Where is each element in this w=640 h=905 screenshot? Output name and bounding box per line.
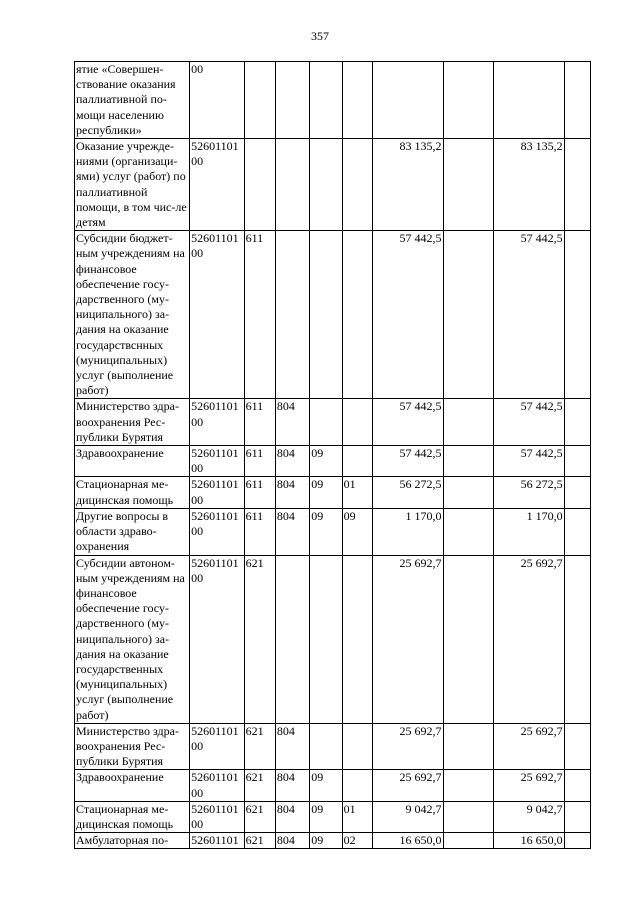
table-row — [75, 62, 591, 139]
amount-federal-cell — [443, 231, 493, 399]
expense-type-cell — [244, 62, 275, 139]
ministry-code-cell: 804 — [275, 723, 309, 770]
amount-other-cell — [564, 555, 590, 723]
target-article-code-cell: 52601101 00 — [190, 770, 245, 801]
section-cell — [310, 399, 342, 446]
subsection-cell — [342, 555, 372, 723]
subsection-cell: 01 — [342, 801, 372, 832]
amount-federal-cell — [443, 833, 493, 849]
expense-type-cell: 611 — [244, 508, 275, 555]
section-cell — [310, 555, 342, 723]
section-cell — [310, 231, 342, 399]
row-name-cell: Субсидии автоном-ным учреждениям на финансовое обеспечение госу-дарственного (му-ниципального) за-дания на оказание государственных (муниципальных) услуг (выполнение работ) — [75, 555, 190, 723]
expense-type-cell: 621 — [244, 833, 275, 849]
target-article-code-cell: 52601101 00 — [190, 399, 245, 446]
subsection-cell — [342, 62, 372, 139]
row-name-cell: ятие «Совершен-ствование оказания паллиативной по-мощи населению республики» — [75, 62, 190, 139]
expense-type-cell: 621 — [244, 723, 275, 770]
amount-other-cell — [564, 833, 590, 849]
amount-republic-cell: 57 442,5 — [494, 399, 565, 446]
table-row — [75, 477, 591, 508]
amount-other-cell — [564, 139, 590, 231]
table-row — [75, 139, 591, 231]
amount-cell: 25 692,7 — [372, 723, 443, 770]
amount-republic-cell: 57 442,5 — [494, 446, 565, 477]
page-number: 357 — [311, 29, 329, 43]
amount-cell: 25 692,7 — [372, 770, 443, 801]
expense-type-cell: 611 — [244, 231, 275, 399]
table-row — [75, 399, 591, 446]
amount-cell: 1 170,0 — [372, 508, 443, 555]
row-name-cell: Оказание учрежде-ниями (организаци-ями) услуг (работ) по паллиативной помощи, в том чис-ле детям — [75, 139, 190, 231]
amount-federal-cell — [443, 770, 493, 801]
amount-cell: 57 442,5 — [372, 446, 443, 477]
section-cell: 09 — [310, 508, 342, 555]
expense-type-cell: 611 — [244, 477, 275, 508]
amount-other-cell — [564, 446, 590, 477]
table-row — [75, 801, 591, 832]
section-cell: 09 — [310, 477, 342, 508]
ministry-code-cell: 804 — [275, 770, 309, 801]
target-article-code-cell: 52601101 00 — [190, 723, 245, 770]
amount-republic-cell — [494, 62, 565, 139]
amount-federal-cell — [443, 446, 493, 477]
amount-republic-cell: 56 272,5 — [494, 477, 565, 508]
subsection-cell — [342, 231, 372, 399]
section-cell: 09 — [310, 801, 342, 832]
amount-other-cell — [564, 231, 590, 399]
table-row — [75, 555, 591, 723]
amount-cell: 57 442,5 — [372, 231, 443, 399]
amount-other-cell — [564, 508, 590, 555]
amount-federal-cell — [443, 801, 493, 832]
amount-federal-cell — [443, 62, 493, 139]
budget-table — [74, 61, 591, 849]
amount-cell: 9 042,7 — [372, 801, 443, 832]
table-row — [75, 770, 591, 801]
expense-type-cell: 611 — [244, 399, 275, 446]
table-body — [75, 62, 591, 849]
amount-other-cell — [564, 723, 590, 770]
table-row — [75, 231, 591, 399]
amount-federal-cell — [443, 508, 493, 555]
amount-cell: 25 692,7 — [372, 555, 443, 723]
amount-cell: 83 135,2 — [372, 139, 443, 231]
row-name-cell: Здравоохранение — [75, 446, 190, 477]
target-article-code-cell: 52601101 00 — [190, 477, 245, 508]
target-article-code-cell: 52601101 00 — [190, 555, 245, 723]
amount-republic-cell: 1 170,0 — [494, 508, 565, 555]
amount-cell — [372, 62, 443, 139]
ministry-code-cell — [275, 62, 309, 139]
amount-cell: 56 272,5 — [372, 477, 443, 508]
row-name-cell: Другие вопросы в области здраво-охранения — [75, 508, 190, 555]
target-article-code-cell: 52601101 00 — [190, 446, 245, 477]
amount-federal-cell — [443, 399, 493, 446]
amount-cell: 16 650,0 — [372, 833, 443, 849]
expense-type-cell: 621 — [244, 770, 275, 801]
ministry-code-cell: 804 — [275, 399, 309, 446]
subsection-cell — [342, 446, 372, 477]
amount-republic-cell: 83 135,2 — [494, 139, 565, 231]
ministry-code-cell — [275, 555, 309, 723]
amount-cell: 57 442,5 — [372, 399, 443, 446]
target-article-code-cell: 52601101 00 — [190, 139, 245, 231]
subsection-cell: 09 — [342, 508, 372, 555]
expense-type-cell: 611 — [244, 446, 275, 477]
amount-republic-cell: 9 042,7 — [494, 801, 565, 832]
amount-other-cell — [564, 770, 590, 801]
row-name-cell: Субсидии бюджет-ным учреждениям на финансовое обеспечение госу-дарственного (му-ниципального) за-дания на оказание государствснных (муниципальных) услуг (выполнение работ) — [75, 231, 190, 399]
row-name-cell: Здравоохранение — [75, 770, 190, 801]
amount-federal-cell — [443, 139, 493, 231]
ministry-code-cell: 804 — [275, 446, 309, 477]
target-article-code-cell: 52601101 00 — [190, 231, 245, 399]
amount-federal-cell — [443, 477, 493, 508]
ministry-code-cell: 804 — [275, 801, 309, 832]
expense-type-cell: 621 — [244, 555, 275, 723]
amount-republic-cell: 25 692,7 — [494, 723, 565, 770]
amount-republic-cell: 25 692,7 — [494, 555, 565, 723]
subsection-cell — [342, 399, 372, 446]
row-name-cell: Министерство здра-воохранения Рес-публики Бурятия — [75, 723, 190, 770]
ministry-code-cell — [275, 231, 309, 399]
row-name-cell: Стационарная ме-дицинская помощь — [75, 477, 190, 508]
row-name-cell: Амбулаторная по- — [75, 833, 190, 849]
amount-republic-cell: 16 650,0 — [494, 833, 565, 849]
amount-federal-cell — [443, 555, 493, 723]
target-article-code-cell: 52601101 — [190, 833, 245, 849]
amount-other-cell — [564, 477, 590, 508]
expense-type-cell — [244, 139, 275, 231]
row-name-cell: Министерство здра-воохранения Рес-публики Бурятия — [75, 399, 190, 446]
ministry-code-cell: 804 — [275, 508, 309, 555]
amount-federal-cell — [443, 723, 493, 770]
section-cell: 09 — [310, 833, 342, 849]
target-article-code-cell: 00 — [190, 62, 245, 139]
expense-type-cell: 621 — [244, 801, 275, 832]
table-row — [75, 723, 591, 770]
amount-other-cell — [564, 62, 590, 139]
section-cell — [310, 62, 342, 139]
subsection-cell — [342, 139, 372, 231]
table-row — [75, 446, 591, 477]
subsection-cell: 01 — [342, 477, 372, 508]
section-cell: 09 — [310, 446, 342, 477]
subsection-cell — [342, 723, 372, 770]
table-row — [75, 508, 591, 555]
amount-other-cell — [564, 801, 590, 832]
row-name-cell: Стационарная ме-дицинская помощь — [75, 801, 190, 832]
section-cell — [310, 139, 342, 231]
ministry-code-cell: 804 — [275, 833, 309, 849]
ministry-code-cell — [275, 139, 309, 231]
section-cell: 09 — [310, 770, 342, 801]
amount-republic-cell: 57 442,5 — [494, 231, 565, 399]
subsection-cell — [342, 770, 372, 801]
amount-other-cell — [564, 399, 590, 446]
table-row — [75, 833, 591, 849]
section-cell — [310, 723, 342, 770]
subsection-cell: 02 — [342, 833, 372, 849]
target-article-code-cell: 52601101 00 — [190, 801, 245, 832]
target-article-code-cell: 52601101 00 — [190, 508, 245, 555]
ministry-code-cell: 804 — [275, 477, 309, 508]
amount-republic-cell: 25 692,7 — [494, 770, 565, 801]
